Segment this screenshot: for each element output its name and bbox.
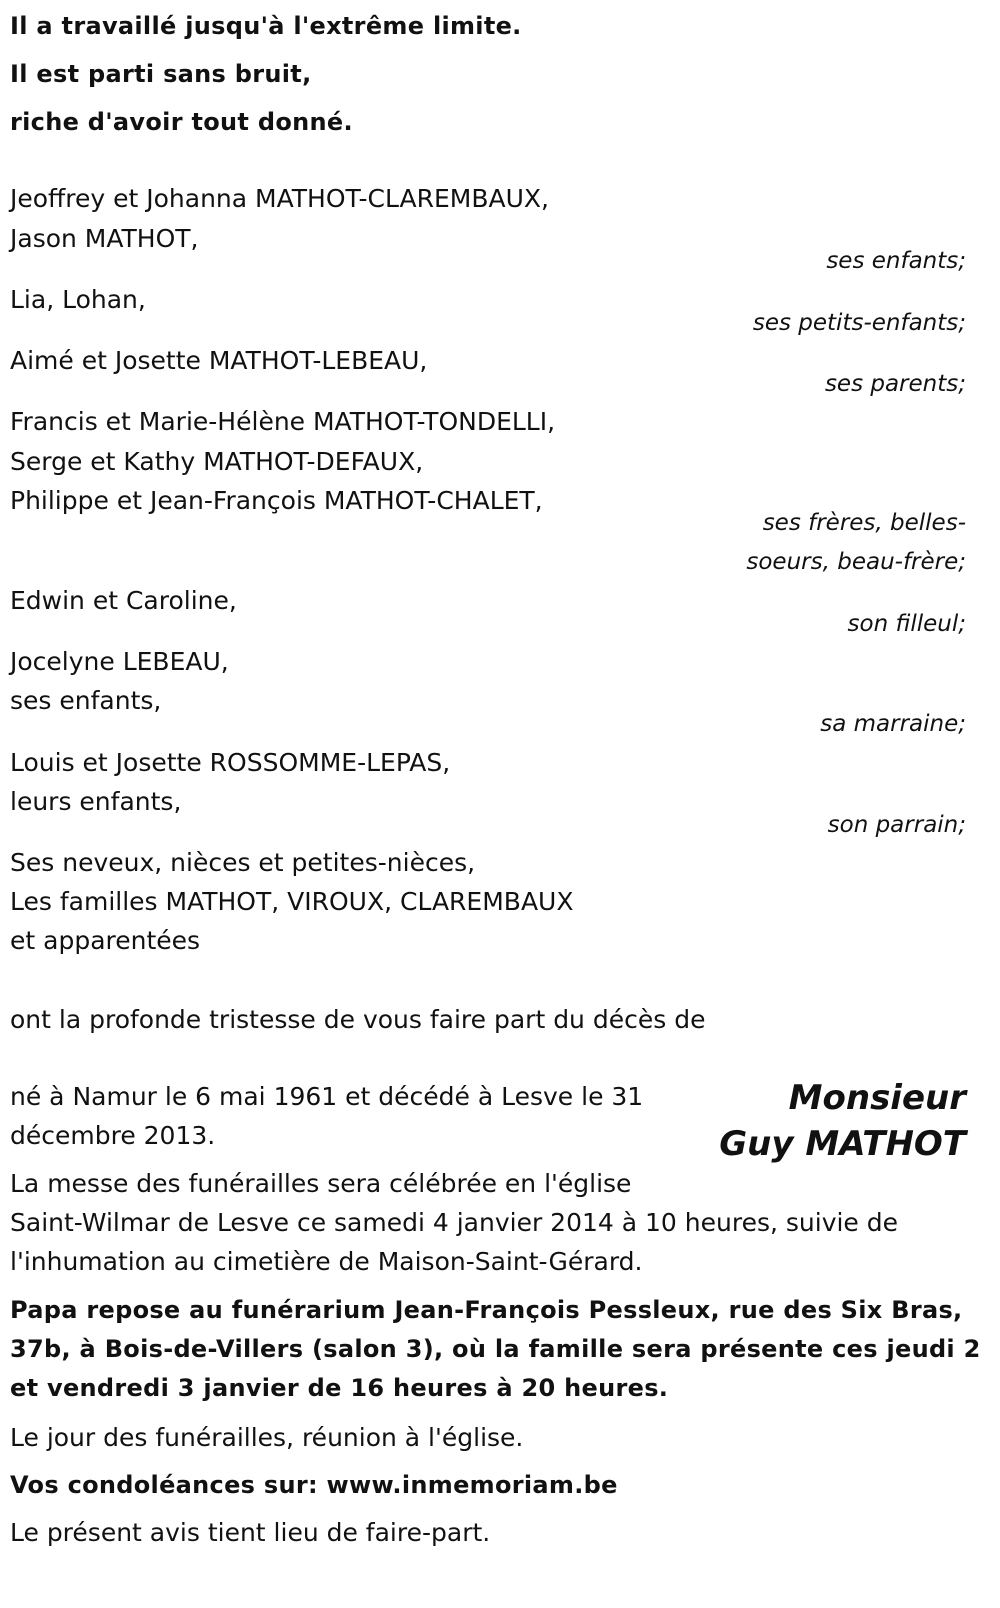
funerarium-line-2: 37b, à Bois-de-Villers (salon 3), où la famille sera présente ces jeudi 2: [10, 1335, 981, 1363]
godfather-role: son parrain;: [827, 812, 966, 838]
children-line-1: Jeoffrey et Johanna MATHOT-CLAREMBAUX,: [10, 184, 549, 213]
godson-role: son filleul;: [847, 611, 966, 637]
children-line-2: Jason MATHOT,: [10, 224, 199, 253]
others-line-3: et apparentées: [10, 926, 201, 955]
birth-line-1: né à Namur le 6 mai 1961 et décédé à Lesve le 31: [10, 1082, 644, 1111]
mass-line-3: l'inhumation au cimetière de Maison-Saint-Gérard.: [10, 1247, 643, 1276]
godson-line: Edwin et Caroline,: [10, 586, 237, 615]
grandchildren-role: ses petits-enfants;: [752, 310, 966, 336]
announcement: ont la profonde tristesse de vous faire part du décès de: [10, 1005, 706, 1034]
others-line-1: Ses neveux, nièces et petites-nièces,: [10, 848, 476, 877]
epitaph-line-2: Il est parti sans bruit,: [10, 60, 312, 88]
siblings-line-3: Philippe et Jean-François MATHOT-CHALET,: [10, 486, 543, 515]
siblings-role-line-1: ses frères, belles-: [762, 510, 966, 536]
meeting: Le jour des funérailles, réunion à l'église.: [10, 1423, 524, 1452]
condolences: Vos condoléances sur: www.inmemoriam.be: [10, 1471, 618, 1499]
funerarium-line-1: Papa repose au funérarium Jean-François Pessleux, rue des Six Bras,: [10, 1296, 963, 1324]
epitaph-line-3: riche d'avoir tout donné.: [10, 108, 353, 136]
godmother-line-2: ses enfants,: [10, 686, 162, 715]
mass-line-1: La messe des funérailles sera célébrée en l'église: [10, 1169, 632, 1198]
godmother-line-1: Jocelyne LEBEAU,: [10, 647, 229, 676]
deceased-name: Guy MATHOT: [719, 1124, 966, 1164]
godfather-line-1: Louis et Josette ROSSOMME-LEPAS,: [10, 748, 451, 777]
epitaph-line-1: Il a travaillé jusqu'à l'extrême limite.: [10, 12, 522, 40]
parents-role: ses parents;: [824, 371, 966, 397]
parents-line: Aimé et Josette MATHOT-LEBEAU,: [10, 346, 428, 375]
deceased-title: Monsieur: [788, 1078, 966, 1118]
siblings-line-2: Serge et Kathy MATHOT-DEFAUX,: [10, 447, 424, 476]
godfather-line-2: leurs enfants,: [10, 787, 182, 816]
others-line-2: Les familles MATHOT, VIROUX, CLAREMBAUX: [10, 887, 574, 916]
godmother-role: sa marraine;: [820, 711, 966, 737]
funerarium-line-3: et vendredi 3 janvier de 16 heures à 20 heures.: [10, 1374, 669, 1402]
grandchildren-line: Lia, Lohan,: [10, 285, 146, 314]
siblings-line-1: Francis et Marie-Hélène MATHOT-TONDELLI,: [10, 407, 556, 436]
children-role: ses enfants;: [826, 248, 966, 274]
mass-line-2: Saint-Wilmar de Lesve ce samedi 4 janvier 2014 à 10 heures, suivie de: [10, 1208, 899, 1237]
birth-line-2: décembre 2013.: [10, 1121, 216, 1150]
siblings-role-line-2: soeurs, beau-frère;: [746, 549, 966, 575]
notice: Le présent avis tient lieu de faire-part.: [10, 1518, 491, 1547]
